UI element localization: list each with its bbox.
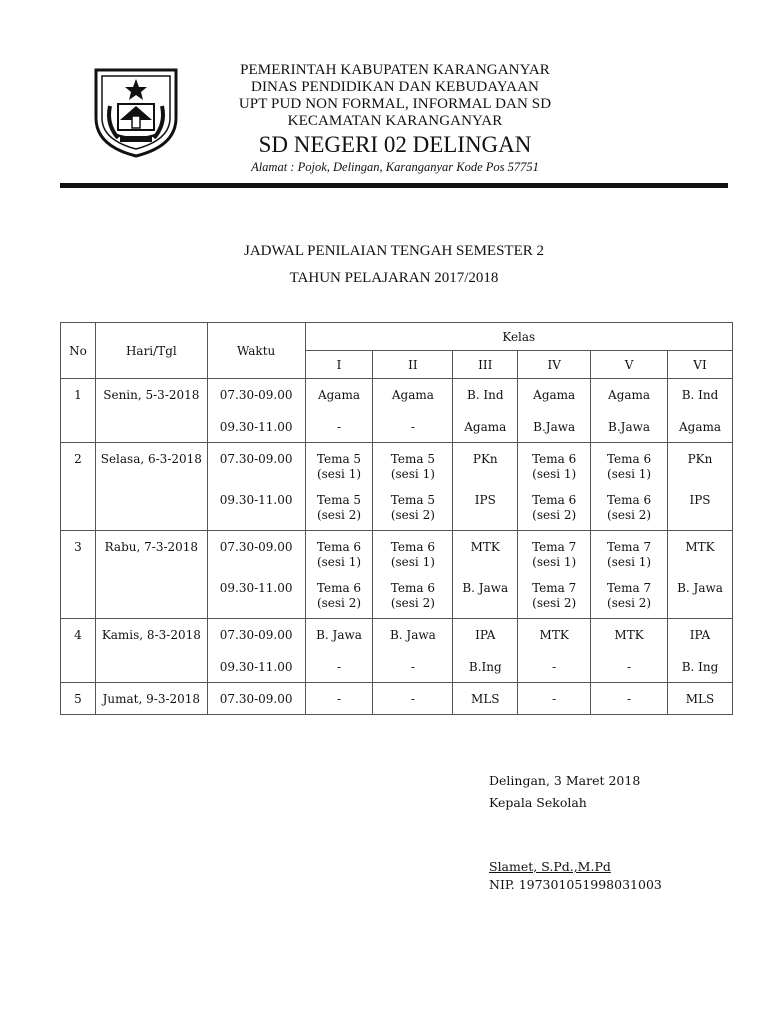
subject-line: (sesi 1) — [390, 467, 435, 481]
subject-line: IPA — [689, 628, 711, 642]
subject-line: (sesi 1) — [316, 467, 362, 481]
header-waktu: Waktu — [207, 323, 305, 379]
cell-subject — [453, 379, 518, 413]
cell-waktu: 09.30-11.00 — [207, 486, 305, 531]
cell-subject — [668, 531, 733, 574]
subject-line: B. Ing — [681, 659, 719, 674]
signature-place-date: Delingan, 3 Maret 2018 — [489, 773, 641, 788]
cell-subject — [373, 574, 453, 619]
subject-line: B.Jawa — [533, 419, 576, 434]
cell-subject — [373, 486, 453, 531]
cell-subject — [305, 619, 373, 653]
cell-subject — [305, 413, 373, 443]
subject-line: Agama — [533, 388, 576, 402]
cell-hari: Rabu, 7-3-2018 — [95, 531, 207, 619]
cell-subject — [453, 683, 518, 715]
subject-line: PKn — [472, 452, 498, 466]
cell-subject — [518, 443, 591, 486]
subject-line: IPA — [475, 628, 496, 642]
header-no: No — [61, 323, 96, 379]
cell-subject — [668, 413, 733, 443]
subject-line: B. Jawa — [677, 580, 723, 595]
cell-subject — [591, 619, 668, 653]
subject-line: PKn — [687, 452, 713, 466]
subject-line: Tema 7 — [606, 580, 652, 595]
subject-line: Tema 5 — [316, 492, 362, 507]
subject-line: B.Jawa — [608, 419, 651, 434]
subject-line: B. Jawa — [316, 628, 362, 642]
kabupaten-emblem-icon — [92, 66, 180, 158]
kelas-col: V — [591, 351, 668, 379]
header-hari: Hari/Tgl — [95, 323, 207, 379]
subject-line: (sesi 2) — [532, 595, 577, 610]
subject-line: Agama — [317, 388, 360, 402]
cell-subject — [453, 619, 518, 653]
cell-subject — [591, 443, 668, 486]
cell-subject — [373, 531, 453, 574]
kelas-col: VI — [668, 351, 733, 379]
subject-line: MTK — [614, 628, 644, 642]
cell-subject — [591, 413, 668, 443]
cell-subject — [668, 683, 733, 715]
cell-subject — [518, 574, 591, 619]
subject-line: (sesi 1) — [532, 555, 577, 569]
table-row — [61, 379, 733, 413]
subject-line: Tema 6 — [532, 452, 577, 466]
cell-subject — [453, 653, 518, 683]
subject-line: (sesi 1) — [532, 467, 577, 481]
cell-subject — [518, 653, 591, 683]
subject-line: - — [410, 419, 415, 434]
cell-no: 4 — [61, 619, 96, 683]
subject-line: Tema 5 — [390, 492, 435, 507]
signature-name: Slamet, S.Pd.,M.Pd — [489, 859, 611, 874]
cell-subject — [453, 486, 518, 531]
subject-line: - — [627, 692, 632, 706]
subject-line: Tema 6 — [606, 492, 652, 507]
subject-line: (sesi 2) — [532, 507, 577, 522]
subject-line: - — [336, 659, 342, 674]
cell-subject — [518, 486, 591, 531]
table-row — [61, 619, 733, 653]
cell-subject — [305, 531, 373, 574]
subject-line: Tema 6 — [606, 452, 652, 466]
subject-line: B. Ind — [681, 388, 719, 402]
header-line-1: PEMERINTAH KABUPATEN KARANGANYAR — [240, 62, 550, 78]
letterhead — [190, 62, 600, 175]
cell-subject — [518, 619, 591, 653]
cell-subject — [591, 486, 668, 531]
cell-subject — [453, 574, 518, 619]
cell-subject — [373, 653, 453, 683]
cell-hari: Kamis, 8-3-2018 — [95, 619, 207, 683]
table-row — [61, 443, 733, 486]
cell-subject — [373, 379, 453, 413]
cell-subject — [518, 531, 591, 574]
subject-line: Tema 7 — [532, 540, 577, 554]
subject-line: (sesi 2) — [316, 595, 362, 610]
subject-line: Tema 6 — [390, 540, 435, 554]
cell-subject — [591, 653, 668, 683]
kelas-col: III — [453, 351, 518, 379]
table-row — [61, 531, 733, 574]
cell-hari: Selasa, 6-3-2018 — [95, 443, 207, 531]
kelas-col: II — [373, 351, 453, 379]
subject-line: Tema 6 — [390, 580, 435, 595]
cell-subject — [453, 531, 518, 574]
subject-line: Tema 5 — [390, 452, 435, 466]
subject-line: - — [336, 419, 342, 434]
subject-line: (sesi 2) — [390, 595, 435, 610]
document-title: JADWAL PENILAIAN TENGAH SEMESTER 2 — [244, 243, 544, 259]
subject-line: Agama — [464, 419, 507, 434]
school-name: SD NEGERI 02 DELINGAN — [258, 132, 532, 157]
letterhead-divider — [60, 183, 728, 188]
subject-line: MLS — [471, 692, 500, 706]
cell-no: 5 — [61, 683, 96, 715]
subject-line: IPS — [689, 492, 711, 507]
subject-line: (sesi 2) — [390, 507, 435, 522]
subject-line: MTK — [685, 540, 715, 554]
cell-subject — [591, 379, 668, 413]
subject-line: IPS — [474, 492, 496, 507]
subject-line: Agama — [608, 388, 651, 402]
cell-subject — [305, 683, 373, 715]
cell-subject — [668, 574, 733, 619]
cell-subject — [668, 486, 733, 531]
cell-waktu: 07.30-09.00 — [207, 531, 305, 574]
subject-line: Tema 6 — [316, 580, 362, 595]
cell-hari: Senin, 5-3-2018 — [95, 379, 207, 443]
cell-no: 3 — [61, 531, 96, 619]
schedule-table — [60, 322, 733, 715]
subject-line: (sesi 1) — [607, 555, 652, 569]
cell-no: 1 — [61, 379, 96, 443]
subject-line: - — [336, 692, 342, 706]
cell-subject — [518, 413, 591, 443]
subject-line: Tema 6 — [316, 540, 362, 554]
table-header-row — [61, 323, 733, 351]
signature-block — [489, 770, 662, 894]
cell-subject — [591, 574, 668, 619]
subject-line: Agama — [391, 388, 434, 402]
subject-line: (sesi 1) — [390, 555, 435, 569]
subject-line: - — [410, 692, 415, 706]
cell-subject — [668, 379, 733, 413]
cell-no: 2 — [61, 443, 96, 531]
header-line-2: DINAS PENDIDIKAN DAN KEBUDAYAAN — [251, 79, 539, 95]
cell-subject — [305, 443, 373, 486]
subject-line: Tema 7 — [532, 580, 577, 595]
subject-line: Tema 5 — [316, 452, 362, 466]
subject-line: - — [552, 659, 557, 674]
subject-line: (sesi 2) — [607, 507, 652, 522]
cell-subject — [668, 443, 733, 486]
cell-subject — [305, 653, 373, 683]
signature-position: Kepala Sekolah — [489, 795, 587, 810]
subject-line: Agama — [678, 419, 722, 434]
subject-line: B. Jawa — [462, 580, 509, 595]
subject-line: - — [552, 692, 557, 706]
cell-hari: Jumat, 9-3-2018 — [95, 683, 207, 715]
cell-waktu: 07.30-09.00 — [207, 443, 305, 486]
cell-subject — [668, 619, 733, 653]
cell-subject — [305, 486, 373, 531]
school-address: Alamat : Pojok, Delingan, Karanganyar Kode Pos 57751 — [251, 160, 539, 174]
cell-subject — [591, 683, 668, 715]
subject-line: B. Jawa — [389, 628, 436, 642]
cell-subject — [373, 413, 453, 443]
cell-subject — [453, 443, 518, 486]
subject-line: (sesi 2) — [316, 507, 362, 522]
subject-line: MTK — [470, 540, 500, 554]
subject-line: B. Ind — [466, 388, 504, 402]
subject-line: B.Ing — [468, 659, 502, 674]
cell-subject — [373, 683, 453, 715]
signature-nip: NIP. 197301051998031003 — [489, 877, 662, 892]
cell-subject — [305, 574, 373, 619]
subject-line: (sesi 1) — [607, 467, 652, 481]
schedule-body — [61, 379, 733, 715]
subject-line: (sesi 2) — [607, 595, 652, 610]
cell-subject — [453, 413, 518, 443]
subject-line: MLS — [685, 692, 715, 706]
subject-line: MTK — [539, 628, 569, 642]
header-line-3: UPT PUD NON FORMAL, INFORMAL DAN SD — [238, 96, 552, 112]
cell-waktu: 09.30-11.00 — [207, 413, 305, 443]
cell-subject — [668, 653, 733, 683]
table-row — [61, 683, 733, 715]
subject-line: - — [410, 659, 415, 674]
subject-line: Tema 6 — [532, 492, 577, 507]
cell-subject — [305, 379, 373, 413]
cell-subject — [373, 443, 453, 486]
header-line-4: KECAMATAN KARANGANYAR — [287, 113, 503, 129]
cell-waktu: 07.30-09.00 — [207, 619, 305, 653]
cell-subject — [518, 379, 591, 413]
header-kelas: Kelas — [305, 323, 732, 351]
cell-subject — [591, 531, 668, 574]
cell-subject — [518, 683, 591, 715]
kelas-col: IV — [518, 351, 591, 379]
document-subtitle: TAHUN PELAJARAN 2017/2018 — [289, 270, 499, 286]
cell-subject — [373, 619, 453, 653]
cell-waktu: 09.30-11.00 — [207, 574, 305, 619]
subject-line: (sesi 1) — [316, 555, 362, 569]
kelas-col: I — [305, 351, 373, 379]
subject-line: - — [627, 659, 632, 674]
subject-line: Tema 7 — [606, 540, 652, 554]
cell-waktu: 07.30-09.00 — [207, 379, 305, 413]
cell-waktu: 07.30-09.00 — [207, 683, 305, 715]
cell-waktu: 09.30-11.00 — [207, 653, 305, 683]
